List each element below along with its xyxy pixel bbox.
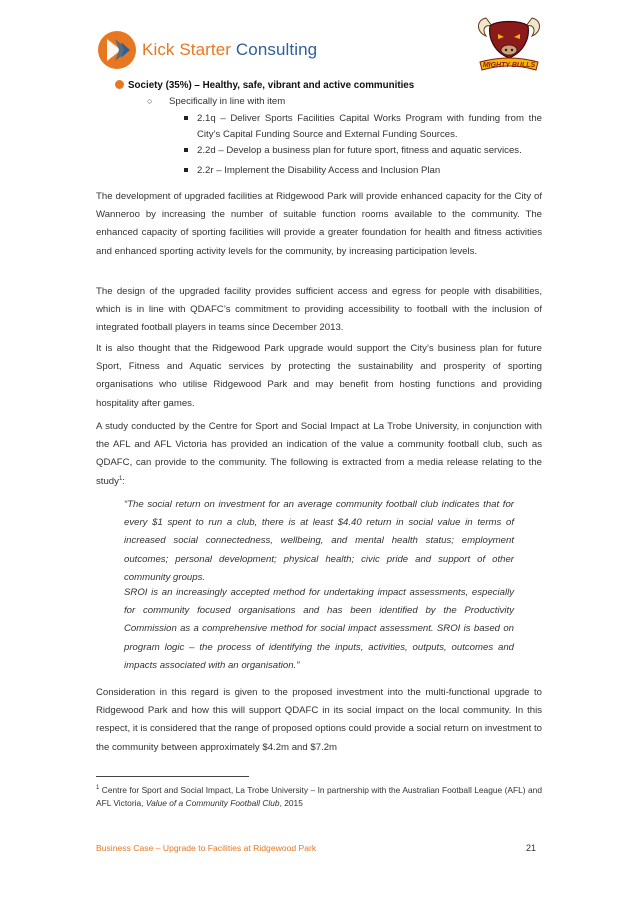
paragraph-development: The development of upgraded facilities at Ridgewood Park will provide enhanced capacity for the City of Wanneroo by increasing the number of suitable function rooms available to the community. The enhanced capacity of sporting facilities will provide a greater foundation for health and fitness activities and enhanced sporting activity levels for the community, by increasing participation levels. bbox=[96, 191, 542, 257]
society-item-text: 2.2r – Implement the Disability Access and Inclusion Plan bbox=[197, 165, 441, 176]
paragraph-design: The design of the upgraded facility provides sufficient access and egress for people with disabilities, which is in line with QDAFC’s commitment to providing accessibility to football with the inclusion of integrated football players in teams since December 2013. bbox=[96, 286, 542, 334]
page-number: 21 bbox=[526, 843, 537, 853]
orange-bullet-icon bbox=[115, 80, 124, 89]
society-bullet bbox=[118, 80, 414, 91]
svg-text:MIGHTY BULLS: MIGHTY BULLS bbox=[482, 62, 536, 69]
square-bullet-icon bbox=[184, 116, 188, 120]
footnote-ref: 1 bbox=[118, 475, 123, 482]
logo-word-consulting: Consulting bbox=[235, 40, 318, 59]
paragraph-study-text: A study conducted by the Centre for Sport and Social Impact at La Trobe University, in conjunction with the AFL and AFL Victoria has provided an indication of the value a community football club, such as QDAFC, can provide to the community. The following is extracted from a media release relating to the study bbox=[96, 421, 542, 487]
logo-wordmark bbox=[142, 40, 317, 60]
footnote-title: Value of a Community Football Club bbox=[145, 798, 280, 808]
quote-sroi-return: “The social return on investment for an average community football club indicates that for every $1 spent to run a club, there is at least $4.40 return in social value in terms of increased social connectedness, wellbeing, and mental health status; employment outcomes; personal development; physical health; civic pride and support of other community groups. bbox=[124, 499, 514, 583]
society-item-text: 2.2d – Develop a business plan for future sport, fitness and aquatic services. bbox=[197, 145, 522, 156]
paragraph-business-plan: It is also thought that the Ridgewood Park upgrade would support the City’s business plan for future Sport, Fitness and Aquatic services by protecting the sustainability and prosperity of sporting organisations who utilise Ridgewood Park and may benefit from hosting functions and providing hospitality after games. bbox=[96, 343, 542, 409]
square-bullet-icon bbox=[184, 148, 188, 152]
society-item-3 bbox=[197, 163, 542, 179]
society-item-text: 2.1q – Deliver Sports Facilities Capital Works Program with funding from the City’s Capital Funding Source and External Funding Sources. bbox=[197, 113, 542, 140]
society-heading: Society (35%) – Healthy, safe, vibrant and active communities bbox=[128, 80, 415, 91]
footnote-text: Centre for Sport and Social Impact, La Trobe University – In partnership with the Australian Football League (AFL) and AFL Victoria, bbox=[96, 785, 542, 808]
mighty-bulls-logo bbox=[472, 8, 546, 78]
kick-starter-logo-icon bbox=[97, 30, 137, 70]
paragraph-study bbox=[96, 418, 542, 491]
society-sub-text: Specifically in line with item bbox=[169, 96, 286, 107]
society-item-1 bbox=[197, 111, 542, 143]
circle-bullet-icon: ○ bbox=[147, 96, 153, 106]
footnote-year: , 2015 bbox=[279, 798, 303, 808]
mighty-bulls-logo-icon bbox=[472, 8, 546, 78]
paragraph-study-end: : bbox=[122, 475, 125, 487]
footer-document-title: Business Case – Upgrade to Facilities at Ridgewood Park bbox=[96, 843, 317, 853]
logo-word-kick-starter: Kick Starter bbox=[142, 40, 232, 59]
paragraph-consideration: Consideration in this regard is given to the proposed investment into the multi-functional upgrade to Ridgewood Park and how this will support QDAFC in its social impact on the local community. In this respect, it is considered that the range of proposed options could provide a social return on investment to the community between approximately $4.2m and $7.2m bbox=[96, 687, 542, 753]
footnote-number: 1 bbox=[96, 785, 100, 792]
footnote bbox=[96, 784, 542, 810]
society-item-2 bbox=[197, 143, 542, 159]
society-sub-bullet bbox=[147, 96, 285, 107]
quote-sroi-method: SROI is an increasingly accepted method for undertaking impact assessments, especially for community focused organisations and has been identified by the Productivity Commission as a comprehensive method for social impact assessment. SROI is based on program logic – the process of identifying the inputs, activities, outputs, outcomes and impacts associated with an organisation.” bbox=[124, 587, 514, 671]
footnote-divider bbox=[96, 776, 249, 777]
kick-starter-logo bbox=[97, 30, 317, 70]
square-bullet-icon bbox=[184, 168, 188, 172]
